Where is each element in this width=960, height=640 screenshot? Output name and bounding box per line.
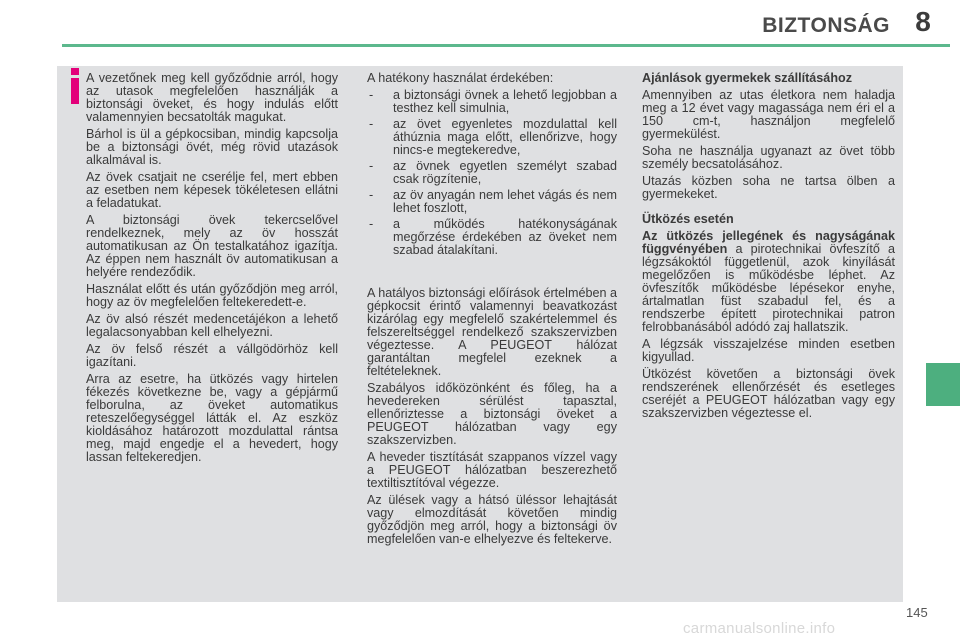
column-3 — [642, 72, 895, 424]
list-item: - az öv anyagán nem lehet vágás és nem lehet foszlott, — [369, 188, 617, 215]
paragraph: A biztonsági övek tekercselővel rendelkeznek, mely az öv hosszát automatikusan az Ön testalkatához igazítja. Az éppen nem használt öv automatikusan a helyére rendeződik. — [86, 213, 338, 279]
paragraph: Amennyiben az utas életkora nem haladja meg a 12 évet vagy magassága nem éri el a 150 cm-t, használjon megfelelő gyermekülést. — [642, 88, 895, 141]
page-number: 145 — [906, 605, 928, 620]
chapter-tab-marker — [926, 363, 960, 406]
paragraph: Az öv felső részét a vállgödörhöz kell igazítani. — [86, 342, 338, 369]
paragraph: A hatályos biztonsági előírások értelmében a gépkocsit érintő valamennyi beavatkozást kizárólag egy megfelelő szakértelemmel és felszereltséggel rendelkező szakszervizben végeztesse. A PEUGEOT hálózat garantáltan megfelel ezeknek a feltételeknek. — [367, 286, 617, 378]
column-2 — [367, 72, 617, 550]
list-item: - a működés hatékonyságának megőrzése érdekében az öveket nem szabad átalakítani. — [369, 217, 617, 257]
column-1 — [86, 72, 338, 468]
paragraph: Szabályos időközönként és főleg, ha a hevedereken sérülést tapasztal, ellenőriztesse a biztonsági öveket a PEUGEOT hálózatban vagy egy szakszervizben. — [367, 381, 617, 447]
list-item: - az övnek egyetlen személyt szabad csak rögzítenie, — [369, 159, 617, 186]
bold-lead: Az ütközés jellegének és nagyságának függvényében — [642, 229, 895, 256]
section-heading: Ajánlások gyermekek szállításához — [642, 71, 852, 85]
paragraph: A vezetőnek meg kell győződnie arról, hogy az utasok megfelelően használják a biztonsági öveket, és hogy indulás előtt valamennyien becsatolták magukat. — [86, 71, 338, 124]
section-title: BIZTONSÁG — [762, 14, 890, 37]
list-item: - a biztonsági övnek a lehető legjobban a testhez kell simulnia, — [369, 88, 617, 115]
paragraph — [642, 230, 895, 334]
paragraph: Soha ne használja ugyanazt az övet több személy becsatolásához. — [642, 144, 895, 171]
list-item: - az övet egyenletes mozdulattal kell áthúznia maga előtt, ellenőrizve, hogy nincs-e megtekeredve, — [369, 117, 617, 157]
paragraph: Az ülések vagy a hátsó üléssor lehajtását vagy elmozdítását követően mindig győződjön meg arról, hogy a biztonsági öv megfelelően van-e elhelyezve és feltekerve. — [367, 493, 617, 546]
intro-text: A hatékony használat érdekében: — [367, 71, 554, 85]
paragraph: Az övek csatjait ne cserélje fel, mert ebben az esetben nem képesek tökéletesen ellátni a feladatukat. — [86, 170, 338, 210]
watermark: carmanualsonline.info — [683, 620, 836, 637]
paragraph: A heveder tisztítását szappanos vízzel vagy a PEUGEOT hálózatban beszerezhető textiltisztítóval végezze. — [367, 450, 617, 490]
info-icon — [66, 68, 84, 104]
paragraph: Ütközést követően a biztonsági övek rendszerének ellenőrzését és esetleges cseréjét a PEUGEOT hálózatban vagy egy szakszervizben végeztesse el. — [642, 367, 895, 420]
paragraph: Használat előtt és után győződjön meg arról, hogy az öv megfelelően feltekeredett-e. — [86, 282, 338, 309]
lead-rest: a pirotechnikai övfeszítő a légzsákoktól függetlenül, azok kinyílását megelőzően is működésbe léphet. Az övfeszítők működésbe lépésekor enyhe, ártalmatlan füst szabadul fel, és a rendszerbe épített pirotechnikai patron felrobbanásából adódó zaj hallatszik. — [642, 242, 895, 334]
paragraph: Utazás közben soha ne tartsa ölben a gyermekeket. — [642, 174, 895, 201]
header-divider — [62, 44, 950, 47]
section-heading: Ütközés esetén — [642, 212, 734, 226]
paragraph: A légzsák visszajelzése minden esetben kigyullad. — [642, 337, 895, 364]
paragraph: Az öv alsó részét medencetájékon a lehető legalacsonyabban kell elhelyezni. — [86, 312, 338, 339]
paragraph: Bárhol is ül a gépkocsiban, mindig kapcsolja be a biztonsági övét, még rövid utazások alkalmával is. — [86, 127, 338, 167]
chapter-number: 8 — [915, 6, 931, 37]
bullet-list — [367, 89, 617, 257]
paragraph: Arra az esetre, ha ütközés vagy hirtelen fékezés következne be, vagy a gépjármű felborulna, az öveket automatikus reteszelőegységgel látták el. Az eszköz kioldásához határozott mozdulattal rántsa meg, majd engedje el a hevedert, hogy lassan feltekeredjen. — [86, 372, 338, 464]
